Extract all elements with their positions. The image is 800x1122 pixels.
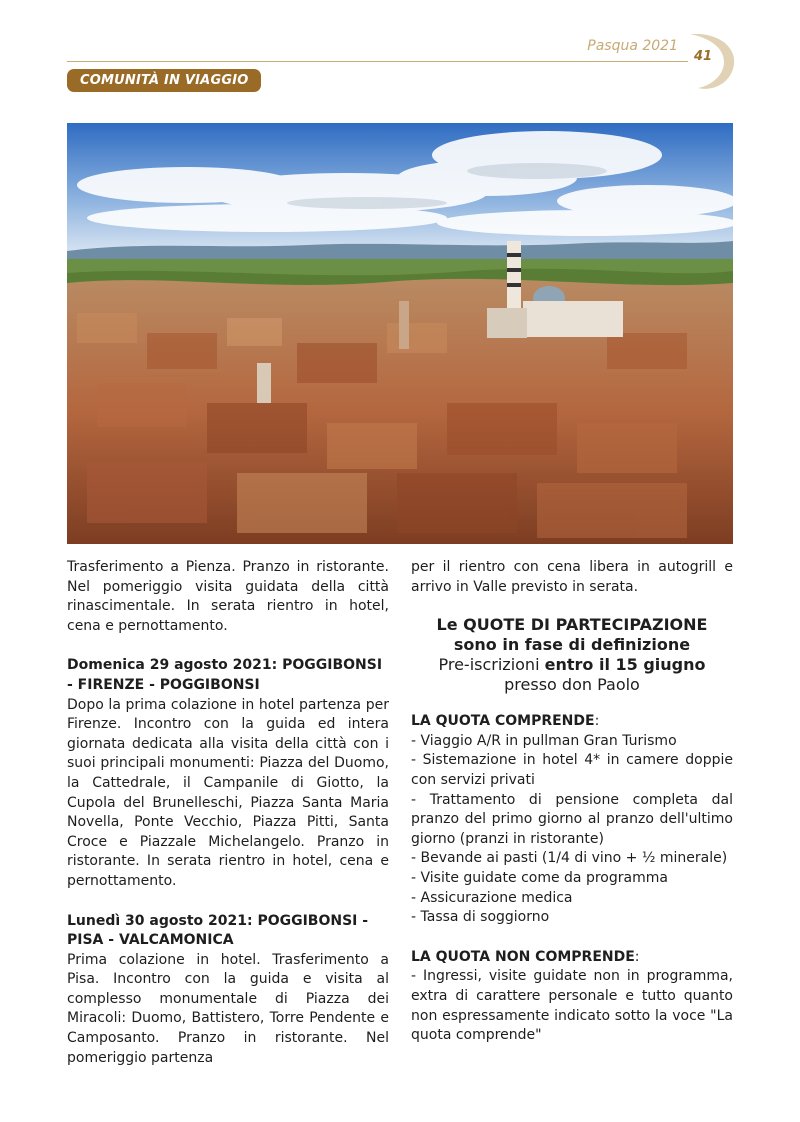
continuation-paragraph: per il rientro con cena libera in autogrill e arrivo in Valle previsto in serata. — [411, 559, 733, 595]
list-item: - Sistemazione in hotel 4* in camere doppie con servizi privati — [411, 752, 733, 788]
header-title: Pasqua 2021 — [587, 38, 678, 54]
quote-title-line2: sono in fase di definizione — [453, 635, 691, 655]
header-rule — [67, 61, 689, 62]
quote-box — [411, 615, 733, 695]
day2-heading: Lunedì 30 agosto 2021: POGGIBONSI - PISA - VALCAMONICA — [67, 912, 369, 949]
day1-paragraph: Dopo la prima colazione in hotel partenza per Firenze. Incontro con la guida ed intera giornata dedicata alla visita della città con i suoi principali monumenti: Piazza del Duomo, la Cattedrale, il Campanile di Giotto, la Cupola del Brunelleschi, Piazza Santa Maria Novella, Ponte Vecchio, Piazza Pitti, Santa Croce e Piazzale Michelangelo. Pranzo in ristorante. In serata rientro in hotel, cena e pernottamento. — [67, 696, 389, 889]
includes-title — [411, 712, 733, 732]
includes-list — [411, 712, 733, 928]
excludes-list — [411, 948, 733, 1046]
preiscrizioni-prefix: Pre-iscrizioni — [438, 655, 540, 675]
excludes-paragraph: - Ingressi, visite guidate non in programma, extra di carattere personale e tutto quanto non espressamente indicato sotto la voce "La quota comprende" — [411, 968, 733, 1044]
list-item: - Tassa di soggiorno — [411, 909, 550, 926]
includes-title-colon: : — [594, 713, 600, 730]
day1-heading: Domenica 29 agosto 2021: POGGIBONSI - FIRENZE - POGGIBONSI — [67, 657, 383, 693]
section-tag: COMUNITÀ IN VIAGGIO — [67, 69, 261, 92]
right-column — [411, 558, 733, 1046]
quote-title-line1: Le QUOTE DI PARTECIPAZIONE — [436, 615, 708, 635]
presso-line: presso don Paolo — [504, 675, 640, 695]
list-item: - Bevande ai pasti (1/4 di vino + ½ minerale) — [411, 850, 728, 867]
list-item: - Viaggio A/R in pullman Gran Turismo — [411, 732, 677, 749]
preiscrizioni-deadline: entro il 15 giugno — [544, 655, 706, 675]
intro-paragraph: Trasferimento a Pienza. Pranzo in ristorante. Nel pomeriggio visita guidata della città rinascimentale. In serata rientro in hotel, cena e pernottamento. — [67, 559, 389, 634]
includes-title-text: LA QUOTA COMPRENDE — [411, 713, 595, 730]
list-item: - Assicurazione medica — [411, 889, 573, 906]
excludes-title — [411, 948, 733, 968]
preiscrizioni-line — [411, 655, 733, 675]
siena-aerial-photo — [67, 123, 733, 544]
list-item: - Trattamento di pensione completa dal pranzo del primo giorno al pranzo dell'ultimo giorno (pranzi in ristorante) — [411, 791, 733, 847]
left-column — [67, 558, 389, 1068]
list-item: - Visite guidate come da programma — [411, 869, 668, 886]
day2-paragraph: Prima colazione in hotel. Trasferimento a Pisa. Incontro con la guida e visita al complesso monumentale di Piazza dei Miracoli: Duomo, Battistero, Torre Pendente e Camposanto. Pranzo in ristorante. Nel pomeriggio partenza — [67, 951, 389, 1066]
excludes-title-colon: : — [634, 948, 640, 965]
excludes-title-text: LA QUOTA NON COMPRENDE — [411, 948, 635, 965]
page-number: 41 — [693, 49, 713, 64]
